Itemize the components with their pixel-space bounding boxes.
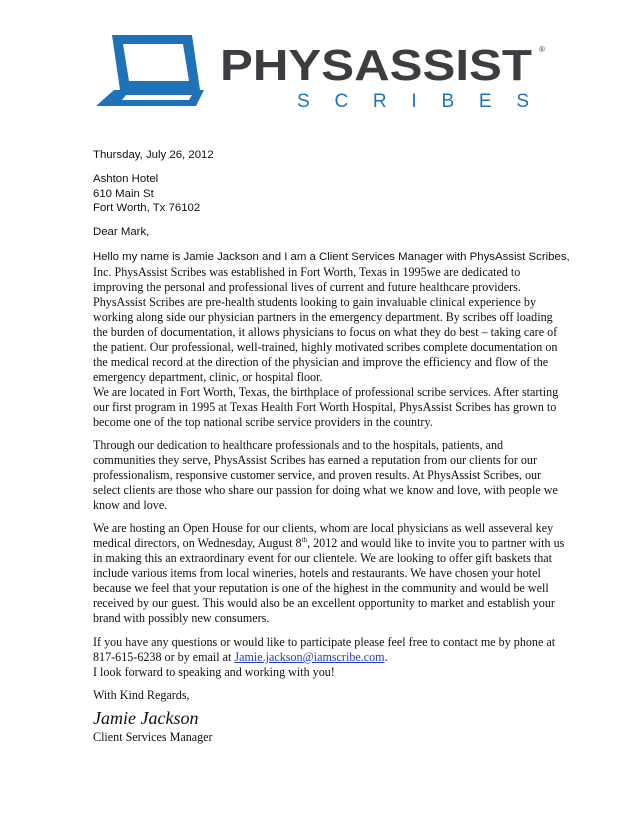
registered-mark: ®: [539, 45, 545, 54]
signature: Jamie Jackson: [93, 708, 199, 728]
salutation: Dear Mark,: [93, 226, 150, 238]
paragraph2-line: become one of the top national scribe service providers in the country.: [93, 415, 433, 429]
paragraph5-line: I look forward to speaking and working with you!: [93, 665, 335, 679]
logo-brand-assist: ASSIST: [354, 41, 514, 90]
email-link[interactable]: Jamie.jackson@iamscribe.com: [234, 650, 385, 664]
closing: With Kind Regards,: [93, 688, 190, 702]
paragraph1-lead: Hello my name is Jamie Jackson and I am a Client Services Manager with PhysAssist Scribes,: [93, 251, 570, 263]
paragraph4-line: [93, 536, 564, 551]
letter-date: Thursday, July 26, 2012: [93, 149, 214, 161]
paragraph2-line: our first program in 1995 at Texas Health Fort Worth Hospital, PhysAssist Scribes has grown to: [93, 400, 557, 414]
paragraph4-line: because we feel that your reputation is one of the highest in the community and would be well: [93, 581, 549, 595]
paragraph5-line: [93, 650, 388, 665]
paragraph1-line: the patient. Our professional, well-trained, highly motivated scribes complete documentation on: [93, 340, 558, 354]
paragraph4-line: in making this an extraordinary event for our clientele. We are looking to offer gift baskets that: [93, 551, 553, 565]
svg-text:PHYSASSIST: [220, 41, 532, 90]
paragraph3-line: professionalism, responsive customer service, and proven results. At PhysAssist Scribes, our: [93, 468, 542, 482]
paragraph4-line: We are hosting an Open House for our clients, whom are local physicians as well asseveral key: [93, 521, 554, 535]
paragraph3-line: know and love.: [93, 498, 168, 512]
paragraph3-line: Through our dedication to healthcare professionals and to the hospitals, patients, and: [93, 438, 504, 452]
paragraph1-line: PhysAssist Scribes are pre-health students looking to gain invaluable clinical experience by: [93, 295, 536, 309]
paragraph1-line: Inc. PhysAssist Scribes was established in Fort Worth, Texas in 1995we are dedicated to: [93, 265, 521, 279]
address-line: Ashton Hotel: [93, 173, 159, 185]
ordinal-suffix: th: [301, 536, 308, 544]
paragraph2-line: We are located in Fort Worth, Texas, the birthplace of professional scribe services. After starting: [93, 385, 559, 399]
paragraph1-line: emergency department, clinic, or hospital floor.: [93, 370, 323, 384]
paragraph4-line: include various items from local wineries, hotels and restaurants. We have chosen your hotel: [93, 566, 541, 580]
paragraph5-line2-after: .: [384, 650, 388, 664]
paragraph1-line: working along side our physician partners in the emergency department. By scribes off loading: [93, 310, 553, 324]
paragraph5-line2-before: 817-615-6238 or by email at: [93, 650, 235, 664]
laptop-icon: [96, 35, 204, 106]
paragraph4-line2-before: medical directors, on Wednesday, August 8: [93, 536, 302, 550]
logo-brand-phys: PHYS: [220, 41, 340, 90]
paragraph1-line: the burden of documentation, it allows physicians to focus on what they do best – taking care of: [93, 325, 558, 339]
paragraph4-line2-after: , 2012 and would like to invite you to partner with us: [307, 536, 565, 550]
signer-title: Client Services Manager: [93, 730, 213, 744]
paragraph4-line: received by our guest. This would also be an excellent opportunity to market and establish your: [93, 596, 555, 610]
paragraph3-line: communities they serve, PhysAssist Scribes has earned a reputation from our clients for our: [93, 453, 538, 467]
paragraph3-line: select clients are those who share our passion for doing what we know and love, with people we: [93, 483, 558, 497]
address-line: Fort Worth, Tx 76102: [93, 202, 201, 214]
paragraph1-line: improving the personal and professional lives of current and future healthcare providers.: [93, 280, 521, 294]
address-line: 610 Main St: [93, 188, 154, 200]
paragraph4-line: brand with possibly new consumers.: [93, 611, 270, 625]
paragraph1-line: the medical record at the direction of the physician and improve the efficiency and flow of the: [93, 355, 549, 369]
paragraph5-line: If you have any questions or would like to participate please feel free to contact me by phone at: [93, 635, 556, 649]
logo-tagline: S C R I B E S: [297, 91, 529, 112]
physassist-logo: [92, 30, 562, 122]
